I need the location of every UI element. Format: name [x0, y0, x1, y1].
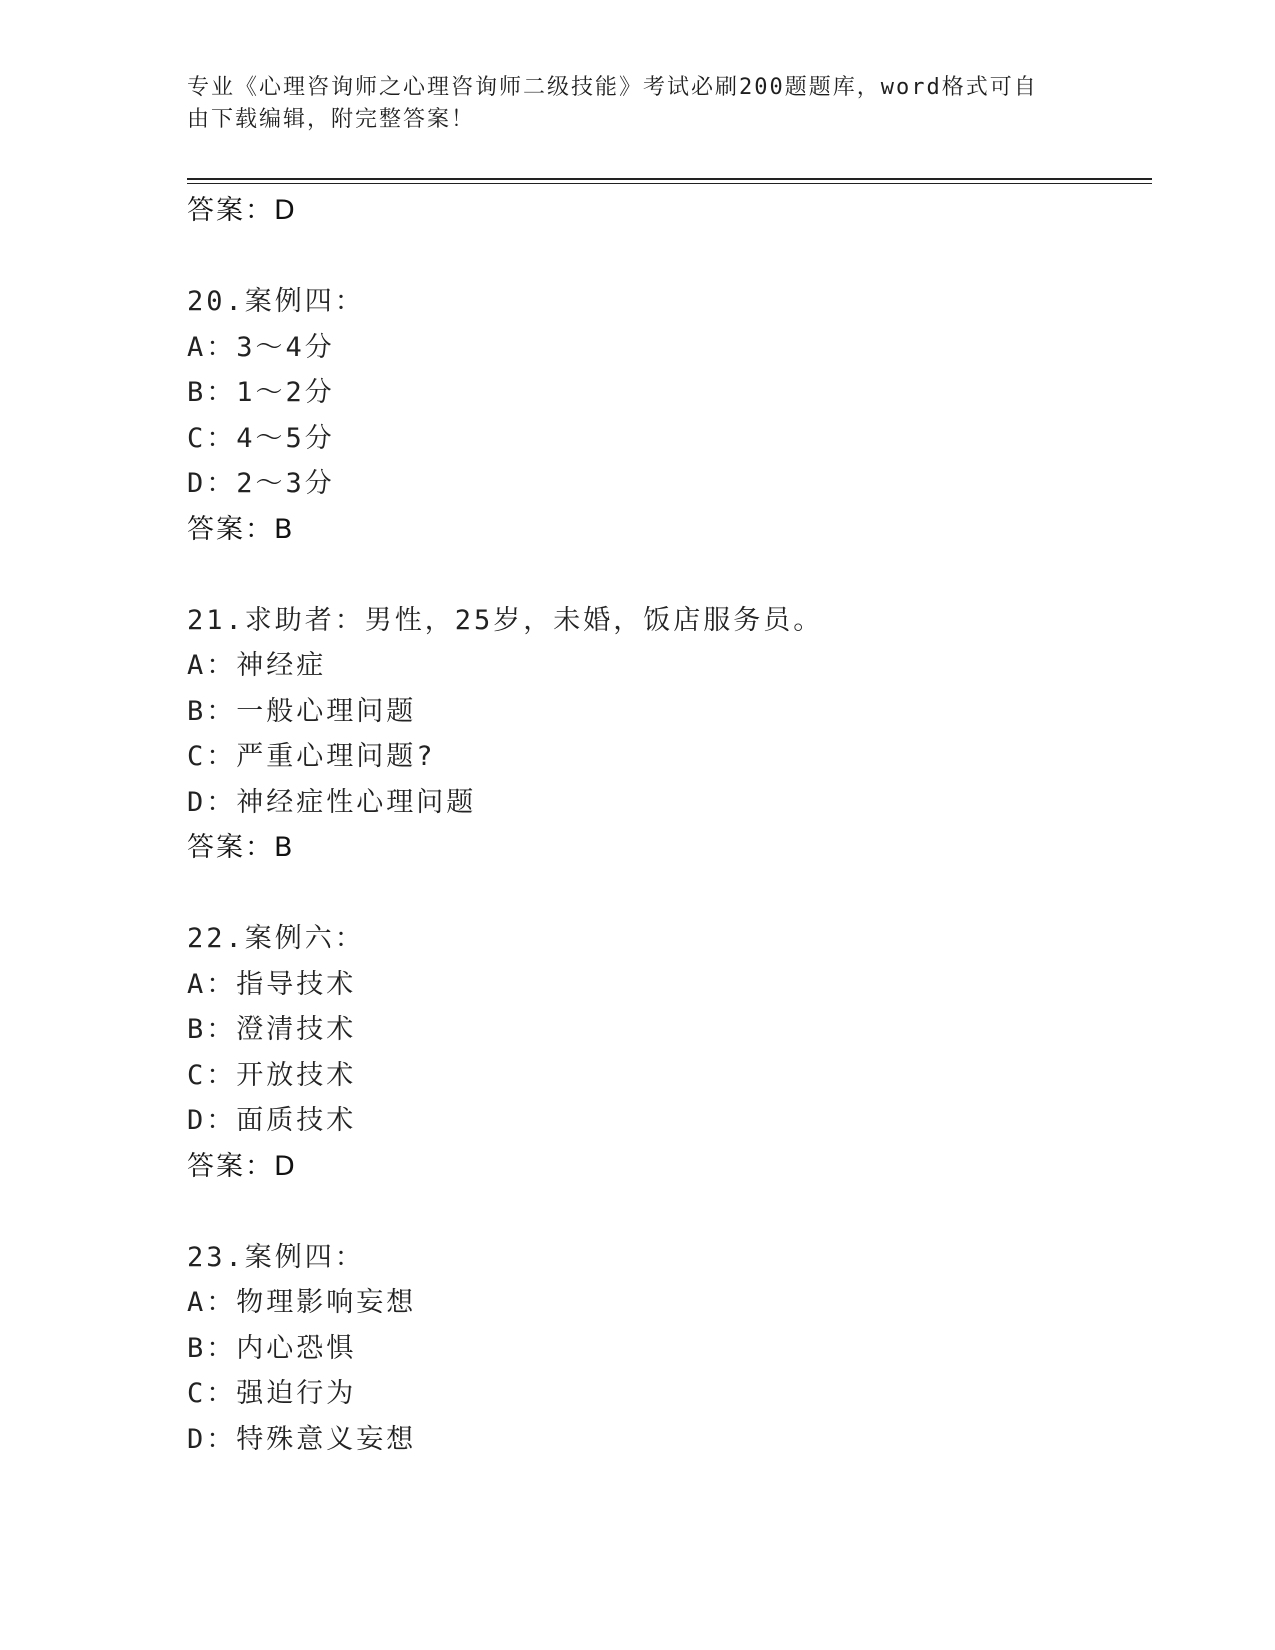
- header-line-1: 专业《心理咨询师之心理咨询师二级技能》考试必刷200题题库，word格式可自: [187, 75, 1038, 100]
- answer-line: 答案：B: [187, 513, 295, 545]
- option-a: A：3～4分: [187, 331, 335, 363]
- question-block-20: [187, 279, 1152, 552]
- question-block-23: [187, 1235, 1152, 1463]
- spacer: [187, 1189, 1152, 1235]
- option-a: A：指导技术: [187, 968, 357, 1000]
- option-d: D：神经症性心理问题: [187, 786, 477, 818]
- document-header: [187, 72, 1067, 136]
- question-stem: 21.求助者：男性，25岁，未婚，饭店服务员。: [187, 604, 824, 636]
- question-list: [187, 188, 1152, 1462]
- option-a: A：神经症: [187, 650, 327, 681]
- option-d: D：特殊意义妄想: [187, 1423, 417, 1455]
- header-divider-thin: [187, 183, 1152, 184]
- question-block-21: [187, 598, 1152, 871]
- answer-line: 答案：D: [187, 1150, 297, 1182]
- option-c: C：严重心理问题?: [187, 741, 436, 772]
- option-b: B：澄清技术: [187, 1014, 357, 1045]
- header-line-2: 由下载编辑，附完整答案！: [187, 107, 476, 132]
- answer-line: 答案：D: [187, 195, 297, 226]
- option-b: B：1～2分: [187, 377, 335, 408]
- header-divider-thick: [187, 178, 1152, 180]
- question-block-22: [187, 916, 1152, 1189]
- question-stem: 20.案例四：: [187, 286, 365, 317]
- question-stem: 23.案例四：: [187, 1241, 365, 1273]
- option-d: D：面质技术: [187, 1105, 357, 1136]
- option-b: B：一般心理问题: [187, 695, 417, 727]
- option-c: C：开放技术: [187, 1059, 357, 1091]
- option-d: D：2～3分: [187, 468, 335, 499]
- option-a: A：物理影响妄想: [187, 1287, 417, 1318]
- spacer: [187, 552, 1152, 598]
- spacer: [187, 871, 1152, 917]
- option-b: B：内心恐惧: [187, 1332, 357, 1364]
- option-c: C：4～5分: [187, 422, 335, 454]
- question-stem: 22.案例六：: [187, 923, 365, 954]
- spacer: [187, 234, 1152, 280]
- option-c: C：强迫行为: [187, 1378, 357, 1409]
- answer-line: 答案：B: [187, 832, 295, 863]
